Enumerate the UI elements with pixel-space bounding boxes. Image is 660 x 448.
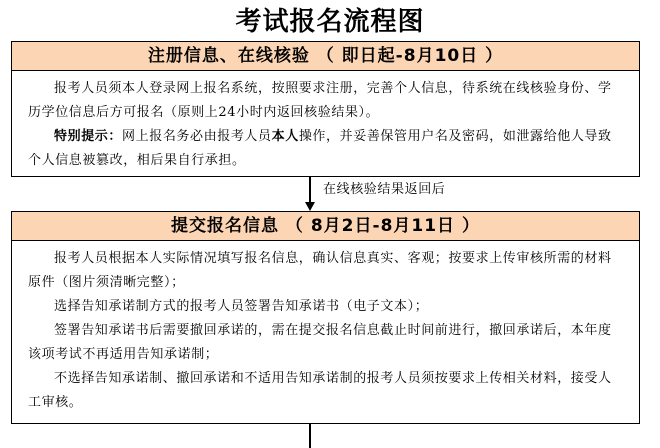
special-notice — [28, 125, 623, 173]
step-submit-header: 提交报名信息 （ 8月2日-8月11日 ） — [12, 212, 639, 241]
commitment-sign-note: 选择告知承诺制方式的报考人员签署告知承诺书（电子文本）； — [54, 299, 429, 314]
submit-instructions: 报考人员根据本人实际情况填写报名信息，确认信息真实、客观；按要求上传审核所需的材料原件（图片须清晰完整）； — [28, 251, 612, 290]
step-submit-body — [12, 241, 639, 415]
flow-arrow-down-icon — [305, 202, 315, 211]
flow-connector-label: 在线核验结果返回后 — [323, 182, 446, 197]
step-registration-box — [11, 41, 640, 177]
registration-instructions: 报考人员须本人登录网上报名系统，按照要求注册，完善个人信息，待系统在线核验身份、学历学位信息后方可报名（原则上24小时内返回核验结果）。 — [28, 81, 612, 120]
flow-connector-line-1 — [309, 177, 311, 202]
flow-connector-line-2 — [309, 424, 311, 448]
special-notice-text-post: 操作，并妥善保管用户名及密码，如泄露给他人导致个人信息被篡改，相后果自行承担。 — [28, 129, 612, 168]
special-notice-label: 特别提示： — [54, 129, 123, 144]
step-registration-body — [12, 71, 639, 173]
manual-review-note: 不选择告知承诺制、撤回承诺和不适用告知承诺制的报考人员须按要求上传相关材料，接受人工审核。 — [28, 371, 612, 410]
special-notice-emphasis: 本人 — [271, 129, 299, 144]
page-title: 考试报名流程图 — [235, 7, 425, 37]
commitment-withdraw-note: 签署告知承诺书后需要撤回承诺的，需在提交报名信息截止时间前进行，撤回承诺后，本年度该项考试不再适用告知承诺制； — [28, 323, 612, 362]
special-notice-text-pre: 网上报名务必由报考人员 — [122, 129, 272, 144]
step-registration-header: 注册信息、在线核验 （ 即日起-8月10日 ） — [12, 42, 639, 71]
step-submit-box — [11, 211, 640, 424]
